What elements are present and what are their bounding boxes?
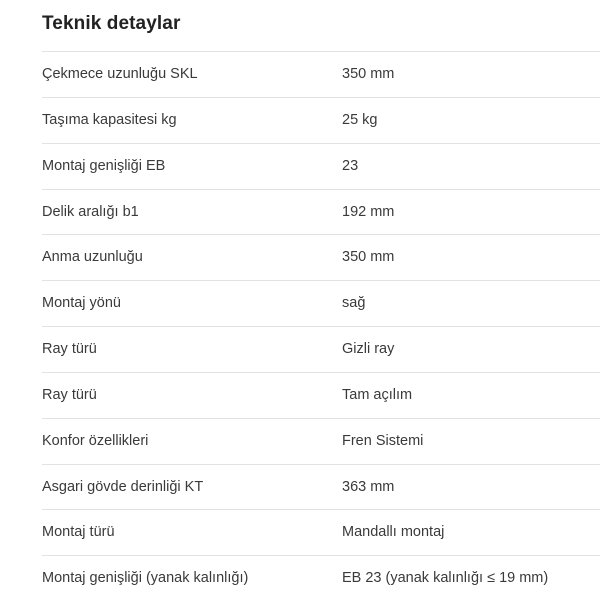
spec-value: Mandallı montaj [342, 510, 600, 556]
spec-label: Montaj yönü [42, 281, 342, 327]
spec-label: Anma uzunluğu [42, 235, 342, 281]
spec-label: Delik aralığı b1 [42, 189, 342, 235]
spec-value: 25 kg [342, 97, 600, 143]
table-row [42, 510, 600, 556]
table-row [42, 52, 600, 98]
table-row [42, 97, 600, 143]
spec-label: Asgari gövde derinliği KT [42, 464, 342, 510]
table-row [42, 372, 600, 418]
spec-value: EB 23 (yanak kalınlığı ≤ 19 mm) [342, 556, 600, 601]
spec-label: Ray türü [42, 372, 342, 418]
spec-value: Gizli ray [342, 327, 600, 373]
table-row [42, 418, 600, 464]
table-row [42, 327, 600, 373]
spec-value: Tam açılım [342, 372, 600, 418]
table-row [42, 235, 600, 281]
specifications-table-body [42, 52, 600, 601]
spec-value: 350 mm [342, 235, 600, 281]
spec-value: sağ [342, 281, 600, 327]
table-row [42, 281, 600, 327]
spec-value: Fren Sistemi [342, 418, 600, 464]
table-row [42, 464, 600, 510]
table-row [42, 189, 600, 235]
spec-label: Ray türü [42, 327, 342, 373]
table-row [42, 143, 600, 189]
spec-value: 363 mm [342, 464, 600, 510]
spec-label: Montaj genişliği EB [42, 143, 342, 189]
table-row [42, 556, 600, 601]
spec-label: Montaj genişliği (yanak kalınlığı) [42, 556, 342, 601]
spec-label: Montaj türü [42, 510, 342, 556]
spec-value: 192 mm [342, 189, 600, 235]
spec-label: Taşıma kapasitesi kg [42, 97, 342, 143]
page-title: Teknik detaylar [0, 0, 600, 51]
spec-value: 23 [342, 143, 600, 189]
specifications-table [42, 51, 600, 601]
spec-label: Çekmece uzunluğu SKL [42, 52, 342, 98]
spec-label: Konfor özellikleri [42, 418, 342, 464]
spec-value: 350 mm [342, 52, 600, 98]
